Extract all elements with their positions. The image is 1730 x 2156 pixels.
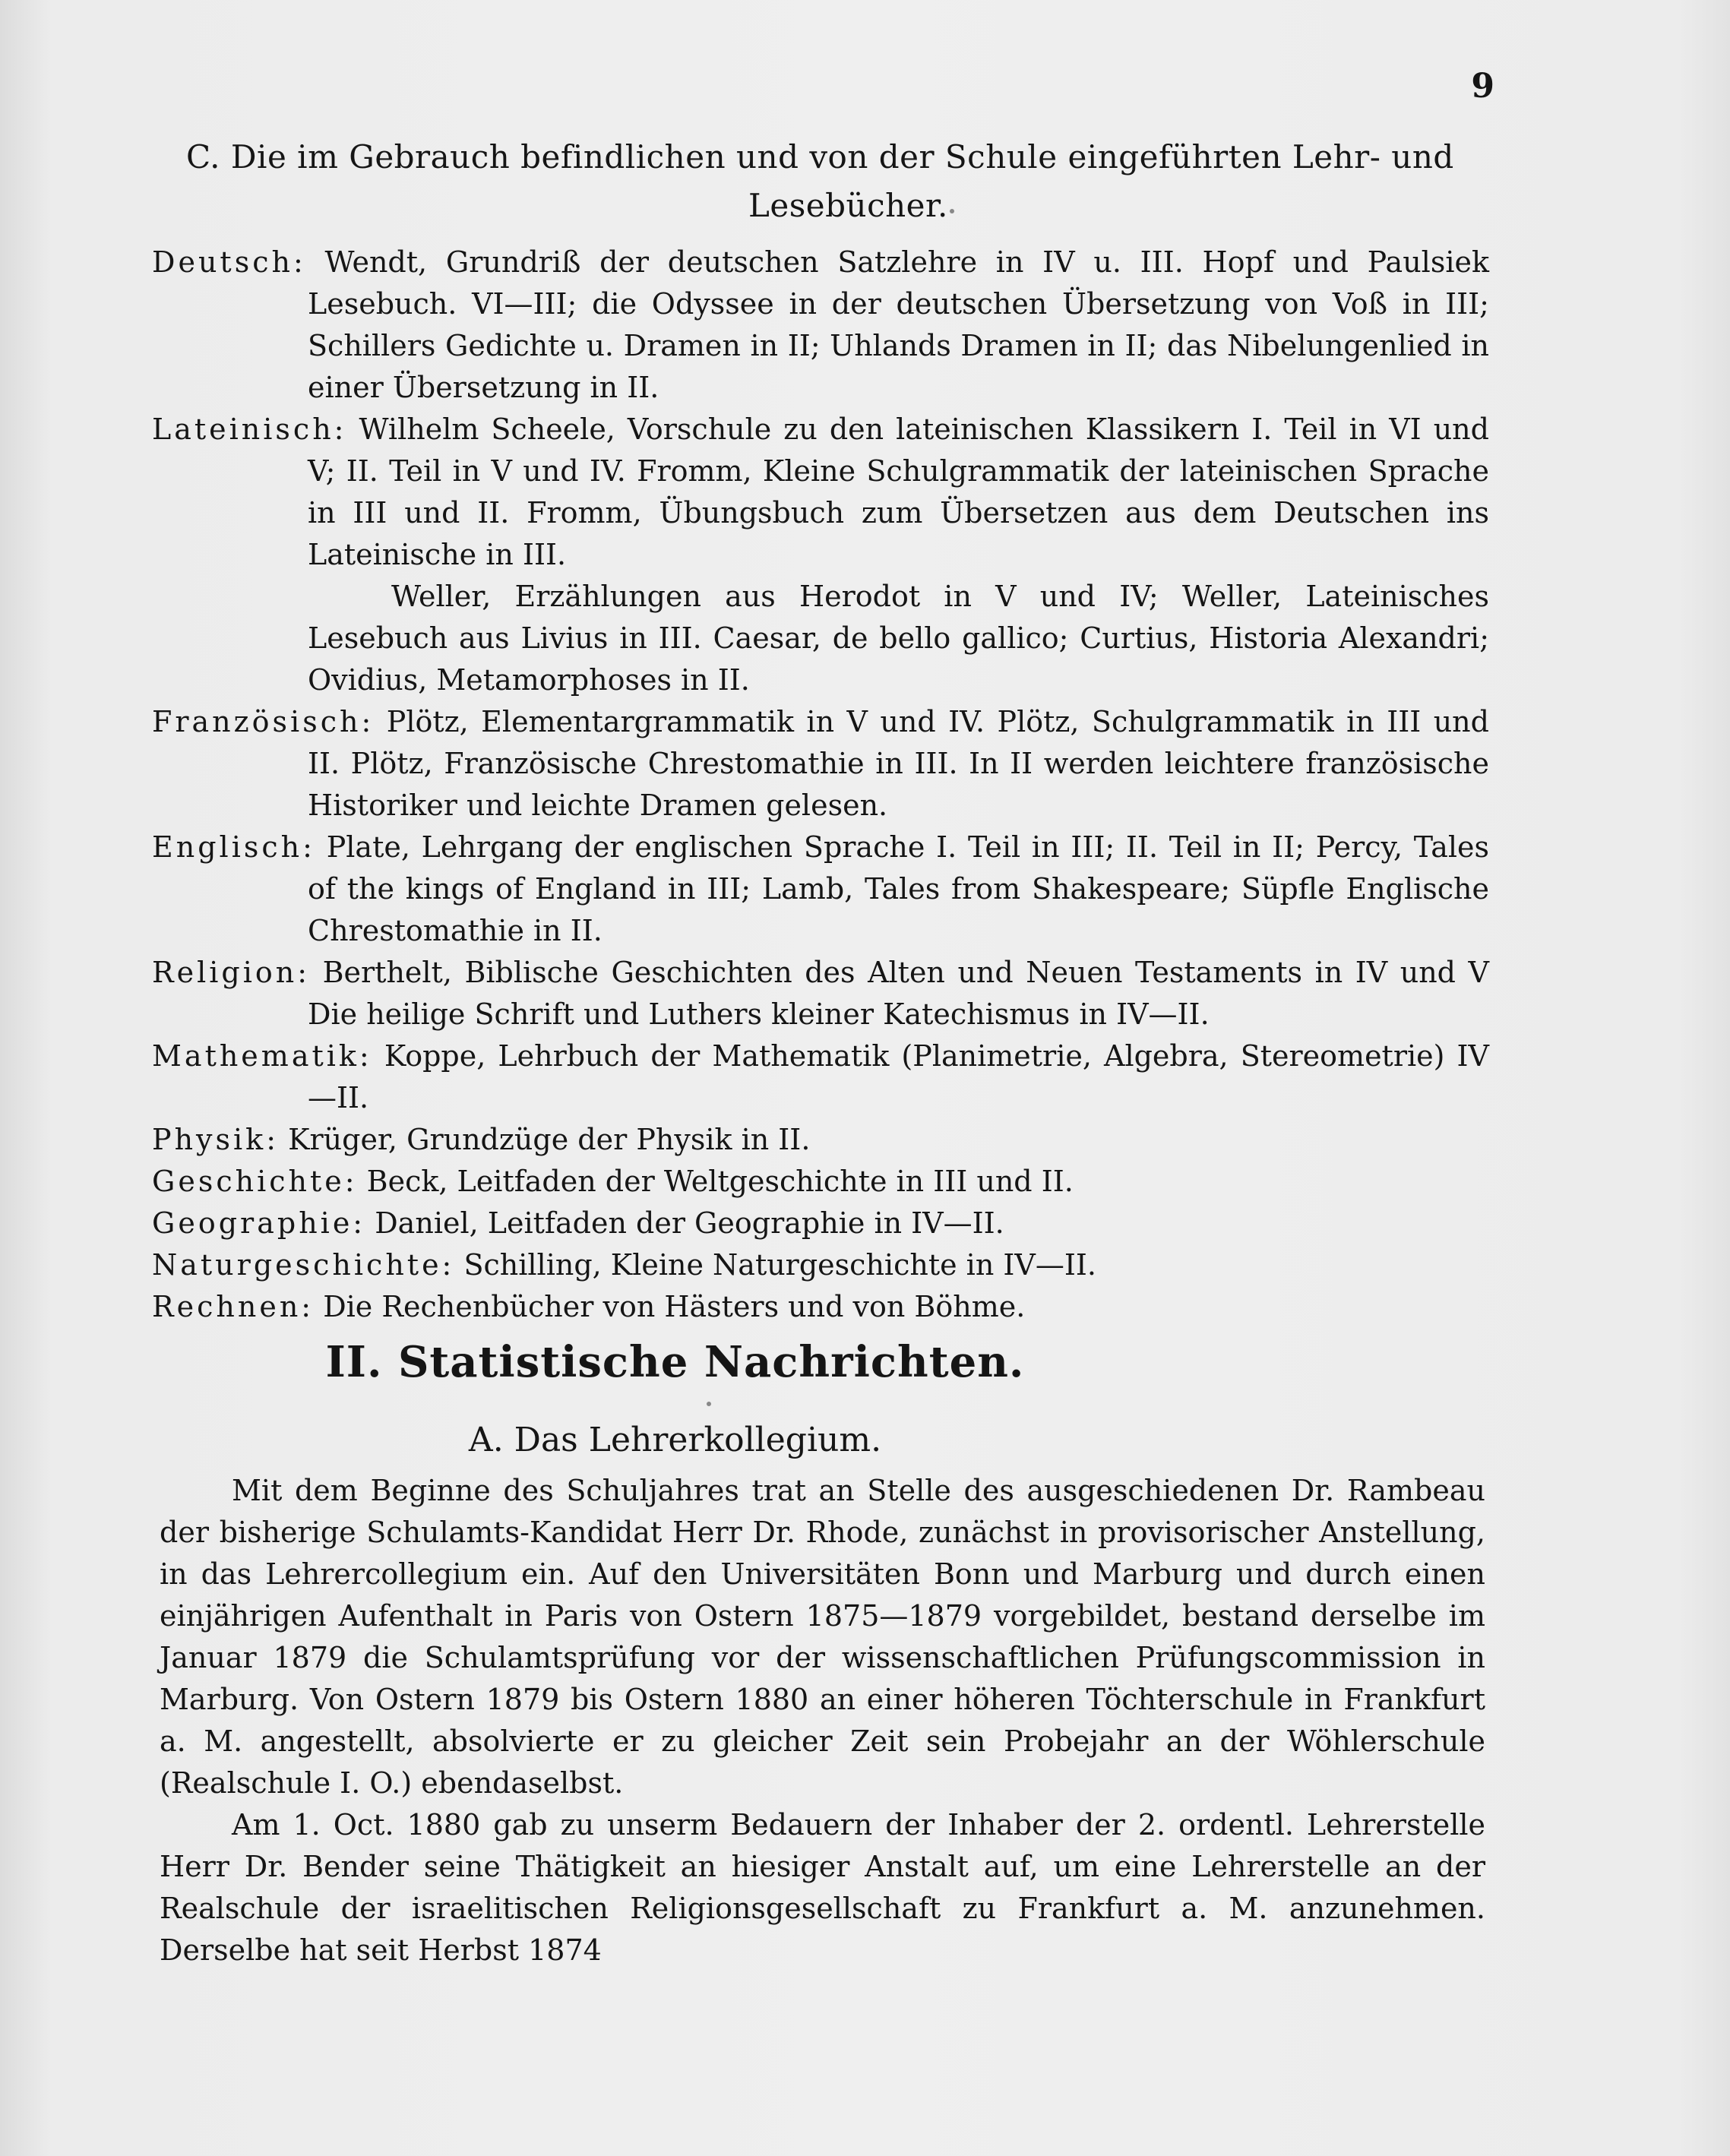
subject-entry-geographie [152,1203,1489,1244]
page-number: 9 [1471,67,1494,106]
subject-entry-lateinisch [152,409,1489,701]
subject-note: Weller, Erzählungen aus Herodot in V und IV; Weller, Lateinisches Lesebuch aus Livius in III. Caesar, de bello gallico; Curtius, Historia Alexandri; Ovidius, Metamorphoses in II. [308,580,1489,697]
subject-label: Geographie: [152,1206,366,1240]
section-c-heading [186,133,1493,230]
subject-entry-mathematik [152,1035,1489,1119]
subject-text: Koppe, Lehrbuch der Mathematik (Planimetrie, Algebra, Stereometrie) IV—II. [308,1039,1489,1114]
subject-label: Lateinisch: [152,413,347,446]
subject-entry-englisch [152,827,1489,952]
section-ii-title [0,1337,1730,1387]
subject-label: Deutsch: [152,245,306,279]
subject-label: Physik: [152,1123,279,1156]
subject-label: Religion: [152,956,311,989]
subject-text: Daniel, Leitfaden der Geographie in IV—II. [375,1206,1004,1240]
section-c-heading-line1: C. Die im Gebrauch befindlichen und von der Schule eingeführten Lehr- und [186,138,1454,175]
body-paragraph: Mit dem Beginne des Schuljahres trat an Stelle des ausgeschiedenen Dr. Rambeau der bisherige Schulamts-Kandidat Herr Dr. Rhode, zunächst in provisorischer Anstellung, in das Lehrercollegium ein. Auf den Universitäten Bonn und Marburg und durch einen einjährigen Aufenthalt in Paris von Ostern 1875—1879 vorgebildet, bestand derselbe im Januar 1879 die Schulamtsprüfung vor der wissenschaftlichen Prüfungscommission in Marburg. Von Ostern 1879 bis Ostern 1880 an einer höheren Töchterschule in Frankfurt a. M. angestellt, absolvierte er zu gleicher Zeit sein Probejahr an der Wöhlerschule (Realschule I. O.) ebendaselbst. [160,1474,1485,1800]
subject-text: Krüger, Grundzüge der Physik in II. [288,1123,811,1156]
subject-text: Berthelt, Biblische Geschichten des Alten und Neuen Testaments in IV und V Die heilige Schrift und Luthers kleiner Katechismus in IV—II. [308,956,1489,1031]
subject-text: Plate, Lehrgang der englischen Sprache I. Teil in III; II. Teil in II; Percy, Tales of the kings of England in III; Lamb, Tales from Shakespeare; Süpfle Englische Chrestomathie in II. [308,830,1489,947]
section-c-heading-line2: Lesebücher. [748,187,948,224]
subject-label: Geschichte: [152,1165,358,1198]
subject-label: Mathematik: [152,1039,372,1073]
subject-label: Naturgeschichte: [152,1248,455,1282]
subject-label: Französisch: [152,705,375,738]
print-speck [950,209,954,213]
subject-text: Schilling, Kleine Naturgeschichte in IV—II. [463,1248,1096,1282]
subject-entry-physik [152,1119,1489,1161]
subject-entry-deutsch [152,242,1489,409]
subject-label: Rechnen: [152,1290,315,1323]
subject-text: Plötz, Elementargrammatik in V und IV. Plötz, Schulgrammatik in III und II. Plötz, Französische Chrestomathie in III. In II werden leichtere französische Historiker und leichte Dramen gelesen. [308,705,1489,822]
subject-text: Wendt, Grundriß der deutschen Satzlehre in IV u. III. Hopf und Paulsiek Lesebuch. VI—III; die Odyssee in der deutschen Übersetzung von Voß in III; Schillers Gedichte u. Dramen in II; Uhlands Dramen in II; das Nibelungenlied in einer Übersetzung in II. [308,245,1489,404]
section-ii-subtitle-text: A. Das Lehrerkollegium. [468,1421,882,1459]
subject-list [152,242,1489,1328]
section-ii-body [160,1470,1485,1971]
subject-text: Wilhelm Scheele, Vorschule zu den lateinischen Klassikern I. Teil in VI und V; II. Teil in V und IV. Fromm, Kleine Schulgrammatik der lateinischen Sprache in III und II. Fromm, Übungsbuch zum Übersetzen aus dem Deutschen ins Lateinische in III. [308,413,1489,571]
body-paragraph: Am 1. Oct. 1880 gab zu unserm Bedauern der Inhaber der 2. ordentl. Lehrerstelle Herr Dr. Bender seine Thätigkeit an hiesiger Anstalt auf, um eine Lehrerstelle an der Realschule der israelitischen Religionsgesellschaft zu Frankfurt a. M. anzunehmen. Derselbe hat seit Herbst 1874 [160,1808,1485,1967]
subject-label: Englisch: [152,830,315,864]
section-ii-subtitle [0,1421,1730,1459]
section-ii-title-text: II. Statistische Nachrichten. [325,1337,1025,1387]
subject-entry-religion [152,952,1489,1035]
subject-entry-naturgeschichte [152,1244,1489,1286]
print-speck [707,1402,711,1406]
subject-text: Die Rechenbücher von Hästers und von Böhme. [323,1290,1026,1323]
subject-entry-rechnen [152,1286,1489,1328]
subject-entry-geschichte [152,1161,1489,1203]
subject-text: Beck, Leitfaden der Weltgeschichte in III und II. [366,1165,1074,1198]
subject-entry-franzoesisch [152,701,1489,827]
